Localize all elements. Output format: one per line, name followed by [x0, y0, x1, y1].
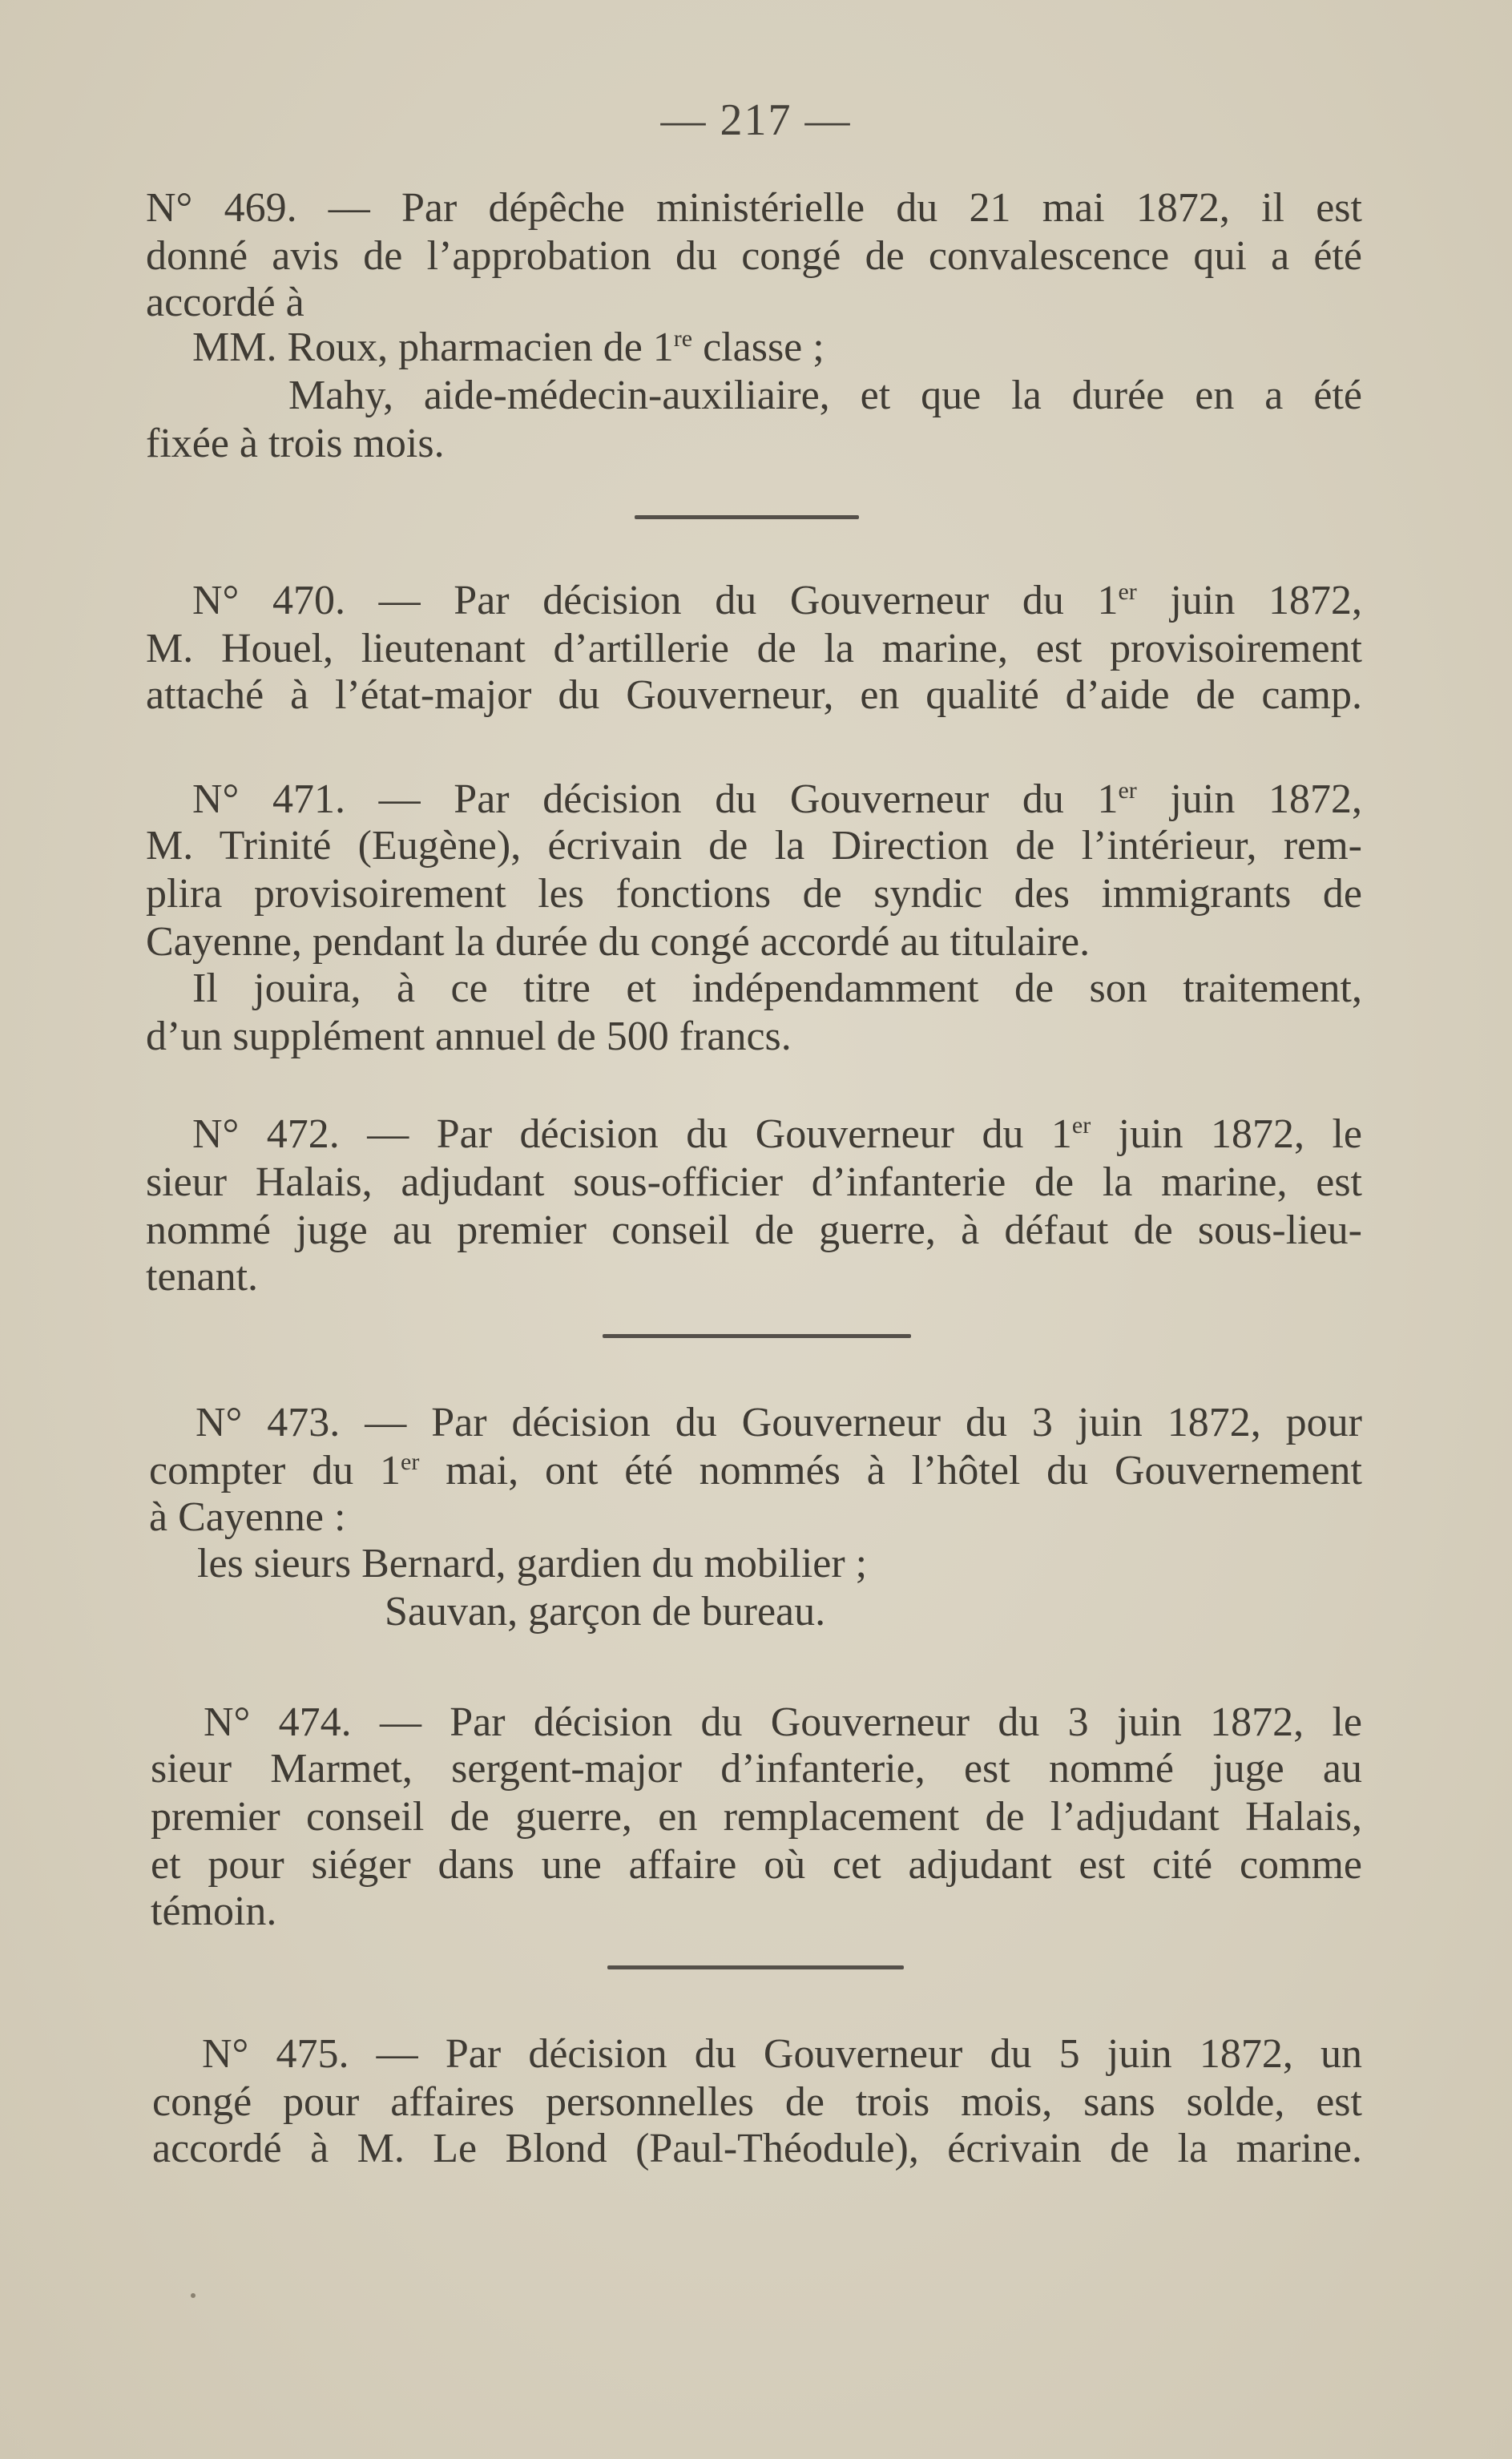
text-line: N° 473. — Par décision du Gouverneur du 3 juin 1872, pour	[196, 1400, 1362, 1445]
superscript: er	[1118, 777, 1137, 804]
text-line: tenant.	[146, 1254, 259, 1300]
text-line: Cayenne, pendant la durée du congé accordé au titulaire.	[146, 919, 1091, 965]
text-line: accordé à	[146, 280, 304, 325]
text-line: fixée à trois mois.	[146, 421, 445, 466]
separator-rule	[603, 1334, 911, 1338]
text-line: M. Houel, lieutenant d’artillerie de la marine, est provisoirement	[146, 626, 1362, 671]
text-line: les sieurs Bernard, gardien du mobilier ;	[197, 1541, 868, 1586]
text-line: d’un supplément annuel de 500 francs.	[146, 1014, 792, 1059]
text-line: compter du 1er mai, ont été nommés à l’hôtel du Gouvernement	[149, 1448, 1363, 1494]
text-line: et pour siéger dans une affaire où cet adjudant est cité comme	[151, 1842, 1362, 1888]
text-line: sieur Halais, adjudant sous-officier d’infanterie de la marine, est	[146, 1159, 1362, 1205]
text-line: accordé à M. Le Blond (Paul-Théodule), écrivain de la marine.	[152, 2126, 1362, 2171]
text-line: à Cayenne :	[149, 1494, 346, 1540]
superscript: er	[401, 1449, 420, 1475]
text-line: Sauvan, garçon de bureau.	[385, 1589, 826, 1635]
text-line: sieur Marmet, sergent-major d’infanterie, est nommé juge au	[151, 1746, 1362, 1792]
text-line: nommé juge au premier conseil de guerre, à défaut de sous-lieu-	[146, 1207, 1362, 1253]
text-line: N° 474. — Par décision du Gouverneur du 3 juin 1872, le	[204, 1699, 1362, 1745]
text-line: M. Trinité (Eugène), écrivain de la Direction de l’intérieur, rem-	[146, 823, 1362, 869]
separator-rule	[635, 515, 859, 519]
separator-rule	[607, 1965, 904, 1969]
text-line: Mahy, aide-médecin-auxiliaire, et que la durée en a été	[288, 373, 1362, 418]
text-line: N° 471. — Par décision du Gouverneur du 1er juin 1872,	[192, 776, 1362, 822]
text-line: témoin.	[151, 1889, 277, 1934]
text-line: N° 470. — Par décision du Gouverneur du 1er juin 1872,	[192, 578, 1362, 623]
text-line: plira provisoirement les fonctions de syndic des immigrants de	[146, 871, 1362, 917]
text-line: donné avis de l’approbation du congé de convalescence qui a été	[146, 233, 1362, 279]
paper-speck	[191, 2293, 196, 2298]
text-line: attaché à l’état-major du Gouverneur, en qualité d’aide de camp.	[146, 672, 1362, 718]
page-number: — 217 —	[660, 95, 852, 145]
text-line: MM. Roux, pharmacien de 1re classe ;	[192, 325, 825, 370]
superscript: re	[673, 325, 693, 352]
text-line: N° 469. –– Par dépêche ministérielle du 21 mai 1872, il est	[146, 185, 1362, 231]
text-line: Il jouira, à ce titre et indépendamment de son traitement,	[192, 965, 1362, 1011]
superscript: er	[1071, 1112, 1091, 1139]
text-line: N° 472. — Par décision du Gouverneur du 1er juin 1872, le	[192, 1111, 1362, 1157]
text-line: N° 475. — Par décision du Gouverneur du 5 juin 1872, un	[202, 2031, 1362, 2077]
text-line: premier conseil de guerre, en remplacement de l’adjudant Halais,	[151, 1794, 1362, 1840]
superscript: er	[1118, 578, 1137, 605]
text-line: congé pour affaires personnelles de trois mois, sans solde, est	[152, 2079, 1362, 2125]
